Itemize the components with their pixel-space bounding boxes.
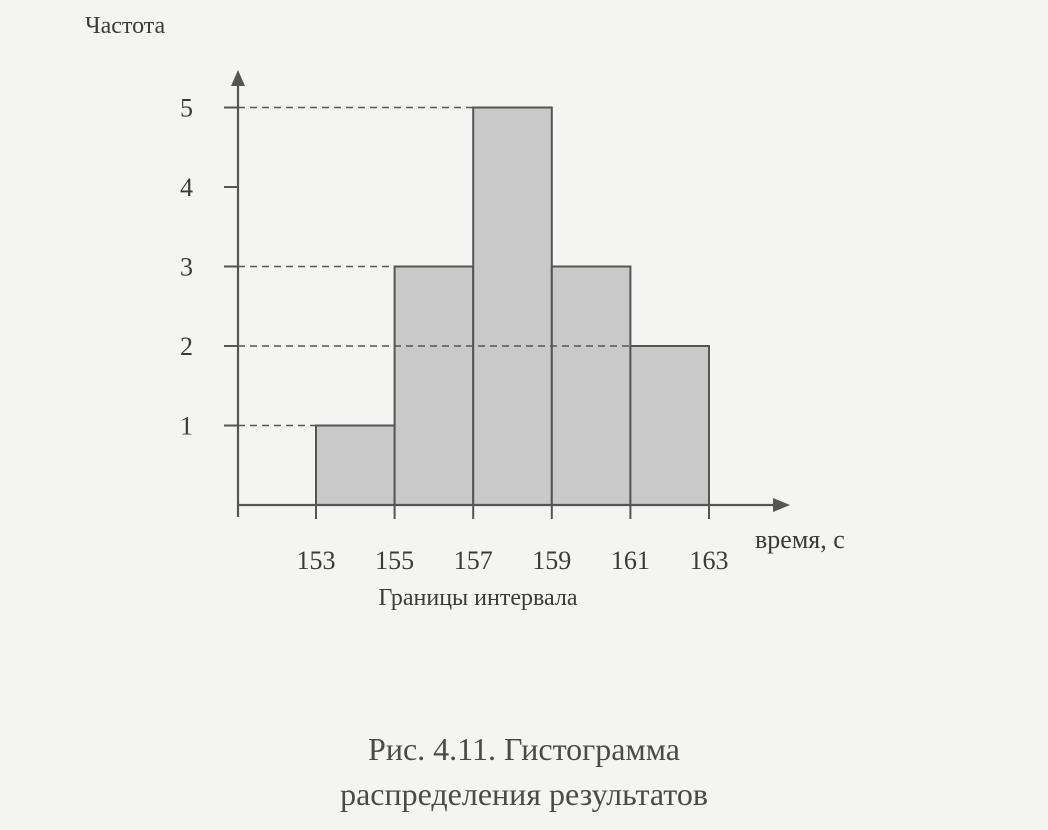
histogram-bar bbox=[552, 267, 631, 506]
histogram-bar bbox=[473, 108, 552, 506]
caption-line-2: распределения результатов bbox=[340, 776, 708, 812]
y-axis-label: Частота bbox=[85, 13, 166, 39]
y-tick-label: 5 bbox=[180, 93, 193, 123]
x-group-label: Границы интервала bbox=[378, 585, 578, 611]
y-tick-label: 2 bbox=[180, 332, 193, 361]
x-tick-label: 157 bbox=[453, 546, 493, 575]
x-tick-label: 161 bbox=[610, 546, 650, 575]
x-axis-label: время, с bbox=[755, 525, 845, 554]
x-axis-arrow bbox=[773, 498, 790, 512]
histogram-bar bbox=[630, 346, 709, 505]
histogram-bar bbox=[395, 267, 474, 506]
caption-line-1: Рис. 4.11. Гистограмма bbox=[368, 731, 680, 767]
x-tick-label: 153 bbox=[296, 546, 336, 575]
x-tick-label: 163 bbox=[689, 546, 729, 575]
y-axis-arrow bbox=[231, 70, 245, 86]
x-tick-label: 155 bbox=[375, 546, 415, 575]
histogram-bar bbox=[316, 426, 395, 506]
y-tick-label: 4 bbox=[180, 173, 193, 202]
y-tick-label: 3 bbox=[180, 252, 193, 282]
y-tick-label: 1 bbox=[180, 411, 193, 441]
x-tick-label: 159 bbox=[532, 546, 572, 575]
